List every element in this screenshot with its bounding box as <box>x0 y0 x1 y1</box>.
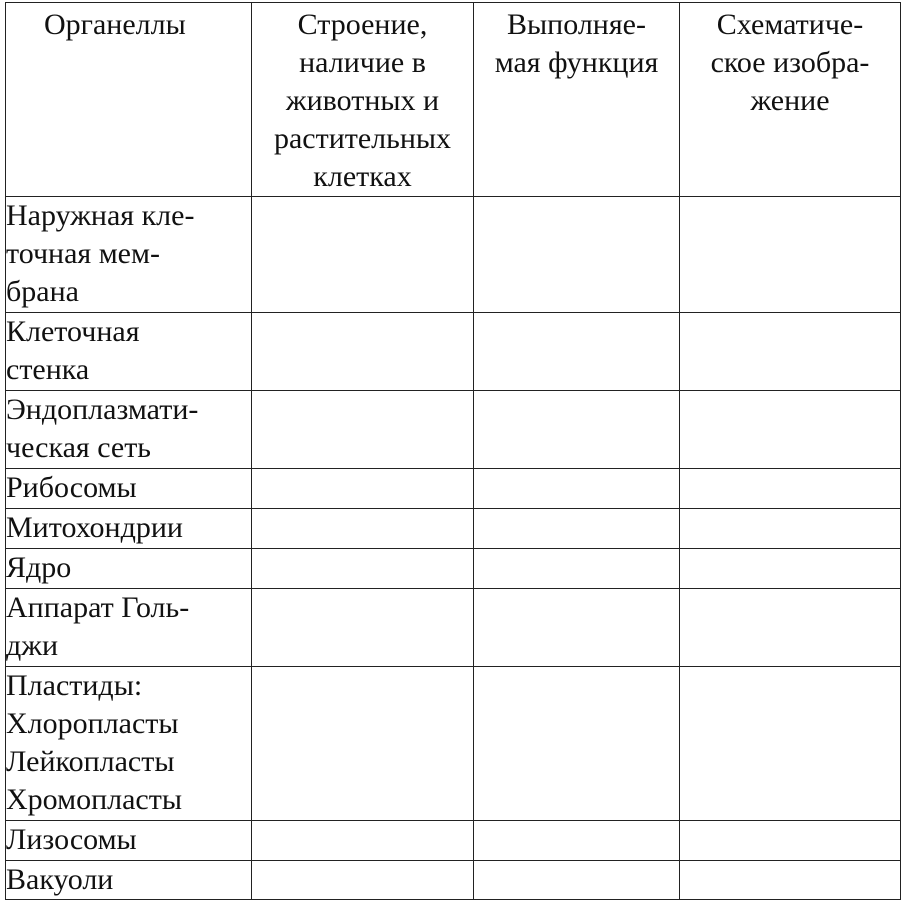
structure-cell <box>252 197 474 313</box>
organelle-name-cell: Митохондрии <box>6 509 252 549</box>
schematic-cell <box>680 509 901 549</box>
structure-cell <box>252 589 474 667</box>
schematic-cell <box>680 861 901 900</box>
schematic-cell <box>680 391 901 469</box>
function-cell <box>474 391 680 469</box>
function-cell <box>474 313 680 391</box>
schematic-cell <box>680 821 901 861</box>
table-row <box>6 509 901 549</box>
organelle-name-cell: Эндоплазмати- ческая сеть <box>6 391 252 469</box>
organelle-name-cell: Аппарат Голь- джи <box>6 589 252 667</box>
table-row <box>6 197 901 313</box>
header-organelles: Органеллы <box>6 3 252 197</box>
header-function: Выполняе- мая функция <box>474 3 680 197</box>
function-cell <box>474 821 680 861</box>
function-cell <box>474 549 680 589</box>
table-row <box>6 469 901 509</box>
structure-cell <box>252 861 474 900</box>
structure-cell <box>252 509 474 549</box>
table-row <box>6 667 901 821</box>
table-row <box>6 861 901 900</box>
table-row <box>6 313 901 391</box>
function-cell <box>474 469 680 509</box>
header-schematic: Схематиче- ское изобра- жение <box>680 3 901 197</box>
organelle-name-cell: Лизосомы <box>6 821 252 861</box>
table-row <box>6 549 901 589</box>
organelle-name-cell: Пластиды: Хлоропласты Лейкопласты Хромопласты <box>6 667 252 821</box>
schematic-cell <box>680 589 901 667</box>
structure-cell <box>252 549 474 589</box>
organelle-name-cell: Клеточная стенка <box>6 313 252 391</box>
schematic-cell <box>680 549 901 589</box>
function-cell <box>474 667 680 821</box>
organelle-name-cell: Рибосомы <box>6 469 252 509</box>
schematic-cell <box>680 667 901 821</box>
function-cell <box>474 197 680 313</box>
table-row <box>6 391 901 469</box>
structure-cell <box>252 821 474 861</box>
schematic-cell <box>680 469 901 509</box>
organelle-name-cell: Наружная кле- точная мем- брана <box>6 197 252 313</box>
structure-cell <box>252 313 474 391</box>
structure-cell <box>252 391 474 469</box>
function-cell <box>474 509 680 549</box>
schematic-cell <box>680 197 901 313</box>
table-row <box>6 589 901 667</box>
schematic-cell <box>680 313 901 391</box>
structure-cell <box>252 469 474 509</box>
header-structure: Строение, наличие в животных и растительных клетках <box>252 3 474 197</box>
organelles-table <box>5 2 901 900</box>
table-header-row <box>6 3 901 197</box>
table-row <box>6 821 901 861</box>
structure-cell <box>252 667 474 821</box>
function-cell <box>474 861 680 900</box>
organelle-name-cell: Вакуоли <box>6 861 252 900</box>
organelle-name-cell: Ядро <box>6 549 252 589</box>
function-cell <box>474 589 680 667</box>
